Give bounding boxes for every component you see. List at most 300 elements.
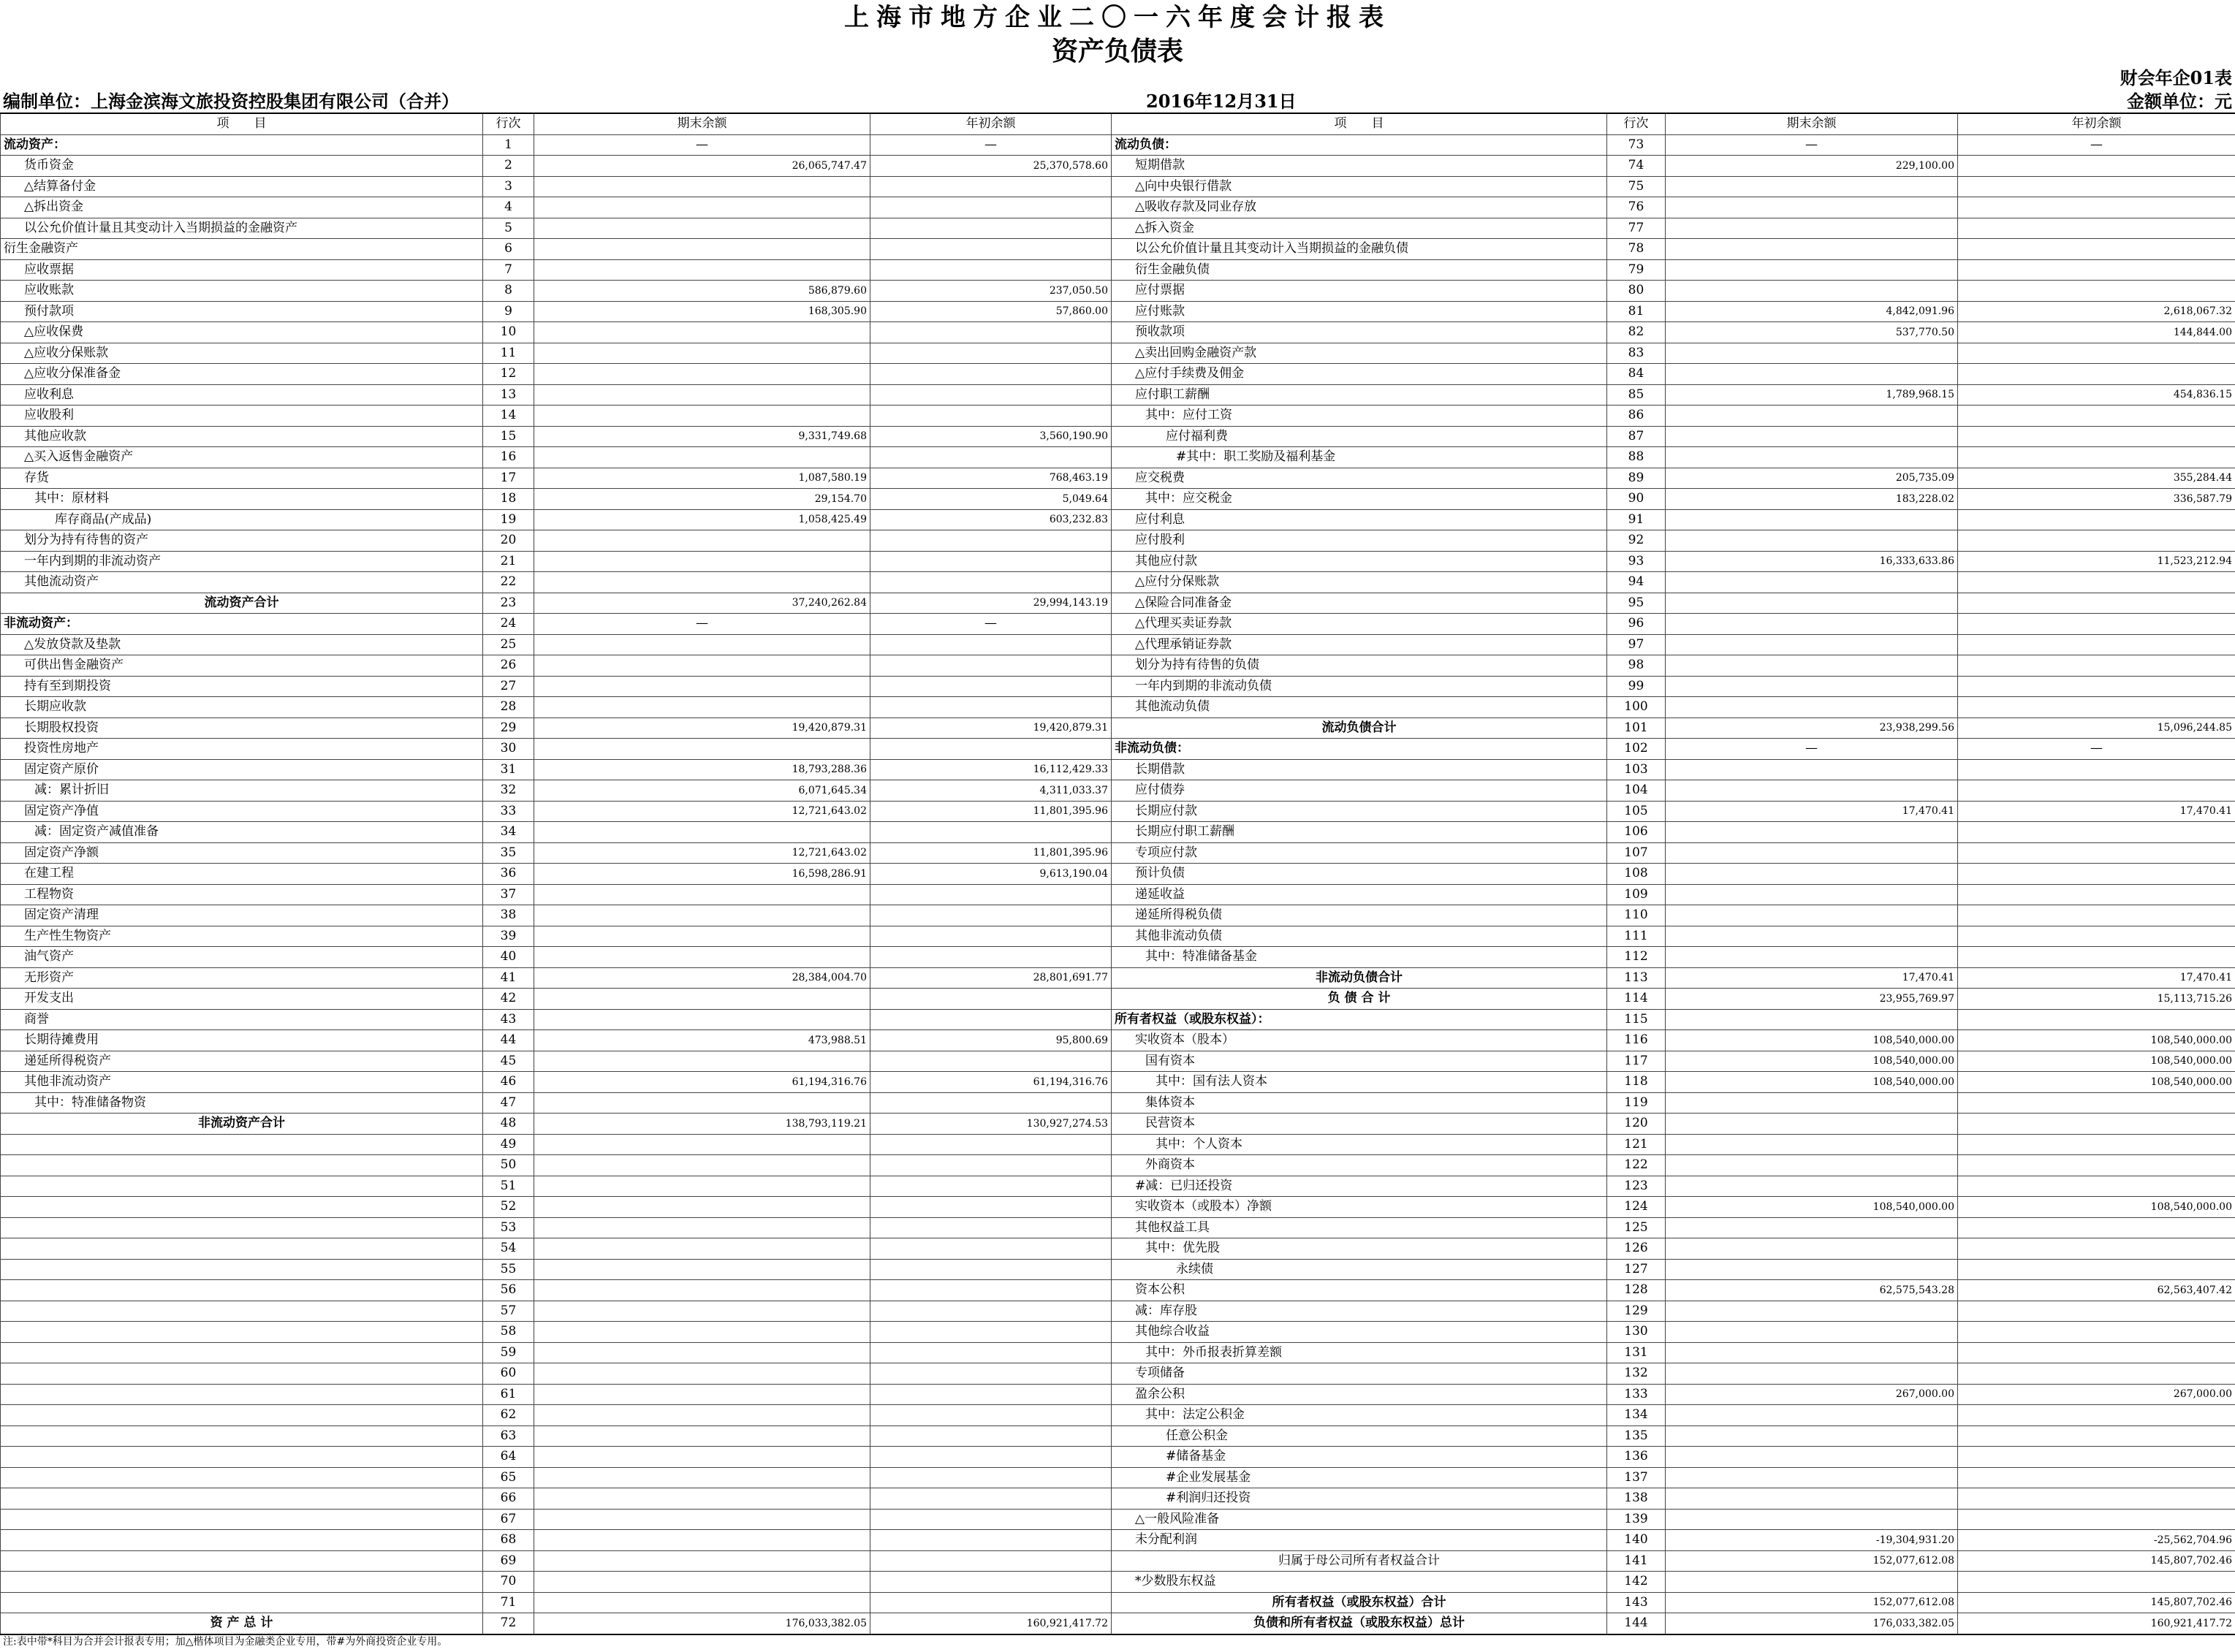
item-right-cell: △应付手续费及佣金 <box>1112 364 1607 385</box>
line-left-cell: 70 <box>483 1572 534 1593</box>
begin-left-cell <box>870 530 1112 552</box>
line-left-cell: 32 <box>483 780 534 802</box>
begin-left-cell: 603,232.83 <box>870 509 1112 530</box>
item-left-cell: 应收账款 <box>1 281 483 302</box>
begin-right-cell <box>1958 1114 2235 1135</box>
begin-right-cell <box>1958 197 2235 218</box>
begin-right-cell <box>1958 1176 2235 1197</box>
begin-right-cell <box>1958 176 2235 197</box>
report-title: 上海市地方企业二〇一六年度会计报表 <box>844 3 1391 32</box>
begin-left-cell <box>870 739 1112 760</box>
line-right-cell: 86 <box>1607 406 1666 427</box>
end-right-cell <box>1666 697 1958 718</box>
end-right-cell <box>1666 655 1958 677</box>
end-left-cell <box>534 1259 870 1280</box>
line-right-cell: 91 <box>1607 509 1666 530</box>
end-left-cell <box>534 259 870 281</box>
item-left-cell: 非流动资产： <box>1 614 483 635</box>
table-row <box>1 593 2235 614</box>
end-right-cell: 17,470.41 <box>1666 967 1958 989</box>
item-left-cell: 生产性生物资产 <box>1 926 483 947</box>
line-right-cell: 125 <box>1607 1217 1666 1238</box>
item-right-cell: 专项应付款 <box>1112 842 1607 864</box>
begin-right-cell: 267,000.00 <box>1958 1384 2235 1405</box>
line-left-cell: 24 <box>483 614 534 635</box>
line-right-cell: 96 <box>1607 614 1666 635</box>
end-left-cell <box>534 947 870 968</box>
line-right-cell: 117 <box>1607 1051 1666 1072</box>
line-right-cell: 80 <box>1607 281 1666 302</box>
item-right-cell: 递延收益 <box>1112 884 1607 905</box>
table-row <box>1 1425 2235 1447</box>
begin-right-cell <box>1958 1217 2235 1238</box>
line-right-cell: 130 <box>1607 1322 1666 1343</box>
begin-left-cell: 16,112,429.33 <box>870 759 1112 780</box>
end-left-cell: — <box>534 614 870 635</box>
begin-right-cell <box>1958 697 2235 718</box>
item-right-cell: 所有者权益（或股东权益）： <box>1112 1009 1607 1030</box>
end-left-cell: 1,058,425.49 <box>534 509 870 530</box>
begin-left-cell: 25,370,578.60 <box>870 156 1112 177</box>
end-right-cell <box>1666 447 1958 468</box>
item-right-cell: 其中：外币报表折算差额 <box>1112 1342 1607 1363</box>
line-right-cell: 87 <box>1607 426 1666 447</box>
table-row <box>1 447 2235 468</box>
begin-left-cell <box>870 947 1112 968</box>
line-left-cell: 39 <box>483 926 534 947</box>
begin-left-cell: 19,420,879.31 <box>870 717 1112 739</box>
begin-right-cell <box>1958 634 2235 655</box>
table-row <box>1 1114 2235 1135</box>
table-row <box>1 1384 2235 1405</box>
end-right-cell <box>1666 197 1958 218</box>
end-left-cell <box>534 384 870 406</box>
item-left-cell: △结算备付金 <box>1 176 483 197</box>
begin-right-cell <box>1958 1405 2235 1426</box>
item-left-cell <box>1 1363 483 1385</box>
line-left-cell: 10 <box>483 322 534 343</box>
item-right-cell: 归属于母公司所有者权益合计 <box>1112 1550 1607 1572</box>
line-left-cell: 46 <box>483 1072 534 1093</box>
begin-left-cell <box>870 1092 1112 1114</box>
end-left-cell <box>534 1488 870 1510</box>
line-right-cell: 75 <box>1607 176 1666 197</box>
item-right-cell: 流动负债： <box>1112 134 1607 156</box>
begin-left-cell: 9,613,190.04 <box>870 864 1112 885</box>
end-right-cell: — <box>1666 134 1958 156</box>
line-left-cell: 27 <box>483 676 534 697</box>
end-right-cell <box>1666 509 1958 530</box>
end-right-cell <box>1666 926 1958 947</box>
item-left-cell: 固定资产净额 <box>1 842 483 864</box>
table-row <box>1 1447 2235 1468</box>
begin-right-cell <box>1958 884 2235 905</box>
end-right-cell: 152,077,612.08 <box>1666 1592 1958 1613</box>
end-right-cell <box>1666 593 1958 614</box>
table-row <box>1 1259 2235 1280</box>
end-left-cell: 29,154.70 <box>534 489 870 510</box>
begin-left-cell: 11,801,395.96 <box>870 801 1112 822</box>
item-right-cell: △一般风险准备 <box>1112 1509 1607 1530</box>
item-right-cell: △应付分保账款 <box>1112 572 1607 593</box>
begin-right-cell <box>1958 1134 2235 1155</box>
item-left-cell: 固定资产原价 <box>1 759 483 780</box>
end-left-cell: — <box>534 134 870 156</box>
item-right-cell: #储备基金 <box>1112 1447 1607 1468</box>
table-row <box>1 406 2235 427</box>
begin-right-cell <box>1958 218 2235 239</box>
begin-left-cell <box>870 176 1112 197</box>
end-left-cell: 28,384,004.70 <box>534 967 870 989</box>
begin-left-cell <box>870 551 1112 572</box>
begin-left-cell <box>870 1509 1112 1530</box>
item-left-cell: 库存商品(产成品) <box>1 509 483 530</box>
end-left-cell <box>534 1425 870 1447</box>
end-left-cell <box>534 1009 870 1030</box>
item-right-cell: 民营资本 <box>1112 1114 1607 1135</box>
item-right-cell: 衍生金融负债 <box>1112 259 1607 281</box>
item-right-cell: 流动负债合计 <box>1112 717 1607 739</box>
end-left-cell <box>534 1238 870 1260</box>
line-right-cell: 82 <box>1607 322 1666 343</box>
item-left-cell <box>1 1384 483 1405</box>
begin-right-cell <box>1958 905 2235 926</box>
table-row <box>1 426 2235 447</box>
item-left-cell: 预付款项 <box>1 301 483 322</box>
end-right-cell <box>1666 176 1958 197</box>
table-row <box>1 1572 2235 1593</box>
line-left-cell: 49 <box>483 1134 534 1155</box>
line-right-cell: 78 <box>1607 239 1666 260</box>
end-right-cell <box>1666 822 1958 843</box>
begin-right-cell <box>1958 1238 2235 1260</box>
table-row <box>1 176 2235 197</box>
begin-right-cell <box>1958 1009 2235 1030</box>
begin-left-cell <box>870 655 1112 677</box>
begin-right-cell: 17,470.41 <box>1958 801 2235 822</box>
item-left-cell: 应收票据 <box>1 259 483 281</box>
end-right-cell: 108,540,000.00 <box>1666 1072 1958 1093</box>
end-left-cell: 26,065,747.47 <box>534 156 870 177</box>
table-row <box>1 364 2235 385</box>
end-left-cell <box>534 1301 870 1322</box>
item-right-cell: 实收资本（或股本）净额 <box>1112 1197 1607 1218</box>
line-left-cell: 3 <box>483 176 534 197</box>
line-right-cell: 94 <box>1607 572 1666 593</box>
line-left-cell: 13 <box>483 384 534 406</box>
item-right-cell: 非流动负债合计 <box>1112 967 1607 989</box>
begin-left-cell: 5,049.64 <box>870 489 1112 510</box>
begin-left-cell: 11,801,395.96 <box>870 842 1112 864</box>
begin-left-cell: 160,921,417.72 <box>870 1613 1112 1634</box>
item-right-cell: 国有资本 <box>1112 1051 1607 1072</box>
begin-left-cell <box>870 1176 1112 1197</box>
line-left-cell: 6 <box>483 239 534 260</box>
begin-right-cell <box>1958 1155 2235 1176</box>
begin-left-cell: 130,927,274.53 <box>870 1114 1112 1135</box>
org-label: 编制单位：上海金滨海文旅投资控股集团有限公司（合并） <box>3 91 459 112</box>
line-left-cell: 18 <box>483 489 534 510</box>
item-left-cell: 开发支出 <box>1 989 483 1010</box>
end-left-cell <box>534 1447 870 1468</box>
balance-sheet-table <box>0 113 2235 1635</box>
begin-right-cell <box>1958 426 2235 447</box>
item-right-cell: #减：已归还投资 <box>1112 1176 1607 1197</box>
line-right-cell: 105 <box>1607 801 1666 822</box>
end-right-cell: 205,735.09 <box>1666 468 1958 489</box>
end-right-cell: 16,333,633.86 <box>1666 551 1958 572</box>
line-right-cell: 88 <box>1607 447 1666 468</box>
begin-right-cell <box>1958 447 2235 468</box>
end-right-cell <box>1666 259 1958 281</box>
line-left-cell: 68 <box>483 1530 534 1551</box>
begin-left-cell <box>870 1217 1112 1238</box>
end-right-cell <box>1666 281 1958 302</box>
table-row <box>1 697 2235 718</box>
item-left-cell: 在建工程 <box>1 864 483 885</box>
end-left-cell <box>534 1280 870 1301</box>
item-left-cell <box>1 1509 483 1530</box>
table-row <box>1 1405 2235 1426</box>
begin-right-cell: 160,921,417.72 <box>1958 1613 2235 1634</box>
item-left-cell: △买入返售金融资产 <box>1 447 483 468</box>
end-right-cell <box>1666 239 1958 260</box>
item-left-cell <box>1 1197 483 1218</box>
end-right-cell <box>1666 759 1958 780</box>
line-left-cell: 57 <box>483 1301 534 1322</box>
end-right-cell <box>1666 1405 1958 1426</box>
table-row <box>1 1176 2235 1197</box>
table-row <box>1 197 2235 218</box>
item-left-cell: 其中：特准储备物资 <box>1 1092 483 1114</box>
begin-left-cell: 4,311,033.37 <box>870 780 1112 802</box>
line-left-cell: 65 <box>483 1467 534 1488</box>
item-right-cell: 非流动负债： <box>1112 739 1607 760</box>
line-left-cell: 28 <box>483 697 534 718</box>
end-left-cell: 16,598,286.91 <box>534 864 870 885</box>
line-right-cell: 135 <box>1607 1425 1666 1447</box>
line-left-cell: 45 <box>483 1051 534 1072</box>
end-left-cell <box>534 447 870 468</box>
table-row <box>1 947 2235 968</box>
table-header-row <box>1 113 2235 134</box>
table-row <box>1 1238 2235 1260</box>
line-right-cell: 79 <box>1607 259 1666 281</box>
begin-left-cell <box>870 1301 1112 1322</box>
begin-left-cell <box>870 1197 1112 1218</box>
item-right-cell: 其中：应付工资 <box>1112 406 1607 427</box>
table-row <box>1 301 2235 322</box>
item-left-cell <box>1 1238 483 1260</box>
item-right-cell: 未分配利润 <box>1112 1530 1607 1551</box>
item-left-cell: 固定资产净值 <box>1 801 483 822</box>
item-right-cell: 集体资本 <box>1112 1092 1607 1114</box>
end-left-cell <box>534 176 870 197</box>
begin-left-cell <box>870 447 1112 468</box>
begin-left-cell <box>870 884 1112 905</box>
line-left-cell: 30 <box>483 739 534 760</box>
begin-left-cell <box>870 364 1112 385</box>
table-row <box>1 218 2235 239</box>
end-right-cell <box>1666 1447 1958 1468</box>
item-right-cell: 应付利息 <box>1112 509 1607 530</box>
item-right-cell: 永续债 <box>1112 1259 1607 1280</box>
end-right-cell <box>1666 426 1958 447</box>
begin-left-cell <box>870 384 1112 406</box>
item-right-cell: △保险合同准备金 <box>1112 593 1607 614</box>
line-left-cell: 11 <box>483 343 534 364</box>
header-end-left: 期末余额 <box>534 113 870 134</box>
item-right-cell: 其中：法定公积金 <box>1112 1405 1607 1426</box>
line-right-cell: 115 <box>1607 1009 1666 1030</box>
item-left-cell <box>1 1301 483 1322</box>
table-row <box>1 780 2235 802</box>
begin-right-cell <box>1958 1488 2235 1510</box>
line-left-cell: 44 <box>483 1030 534 1051</box>
end-left-cell <box>534 739 870 760</box>
item-left-cell <box>1 1280 483 1301</box>
item-left-cell: 递延所得税资产 <box>1 1051 483 1072</box>
line-right-cell: 111 <box>1607 926 1666 947</box>
begin-right-cell: 17,470.41 <box>1958 967 2235 989</box>
table-row <box>1 822 2235 843</box>
line-left-cell: 50 <box>483 1155 534 1176</box>
end-right-cell <box>1666 1322 1958 1343</box>
end-left-cell <box>534 676 870 697</box>
item-right-cell: △卖出回购金融资产款 <box>1112 343 1607 364</box>
end-left-cell <box>534 1322 870 1343</box>
line-right-cell: 110 <box>1607 905 1666 926</box>
end-right-cell: 229,100.00 <box>1666 156 1958 177</box>
line-right-cell: 137 <box>1607 1467 1666 1488</box>
item-right-cell: 应付账款 <box>1112 301 1607 322</box>
end-left-cell <box>534 1592 870 1613</box>
line-right-cell: 121 <box>1607 1134 1666 1155</box>
end-right-cell: 23,938,299.56 <box>1666 717 1958 739</box>
table-row <box>1 1509 2235 1530</box>
end-right-cell: 1,789,968.15 <box>1666 384 1958 406</box>
begin-right-cell <box>1958 156 2235 177</box>
begin-right-cell: 108,540,000.00 <box>1958 1197 2235 1218</box>
end-right-cell <box>1666 884 1958 905</box>
begin-right-cell <box>1958 239 2235 260</box>
end-right-cell <box>1666 1092 1958 1114</box>
end-left-cell: 18,793,288.36 <box>534 759 870 780</box>
item-left-cell: 投资性房地产 <box>1 739 483 760</box>
line-right-cell: 123 <box>1607 1176 1666 1197</box>
table-row <box>1 322 2235 343</box>
end-right-cell: 108,540,000.00 <box>1666 1030 1958 1051</box>
line-left-cell: 16 <box>483 447 534 468</box>
table-row <box>1 905 2235 926</box>
line-right-cell: 134 <box>1607 1405 1666 1426</box>
begin-left-cell <box>870 572 1112 593</box>
begin-left-cell <box>870 322 1112 343</box>
item-left-cell: △应收分保账款 <box>1 343 483 364</box>
end-right-cell <box>1666 218 1958 239</box>
table-row <box>1 239 2235 260</box>
table-row <box>1 1530 2235 1551</box>
begin-right-cell <box>1958 822 2235 843</box>
end-right-cell: 267,000.00 <box>1666 1384 1958 1405</box>
line-right-cell: 84 <box>1607 364 1666 385</box>
table-row <box>1 572 2235 593</box>
line-left-cell: 2 <box>483 156 534 177</box>
line-right-cell: 102 <box>1607 739 1666 760</box>
item-right-cell: 划分为持有待售的负债 <box>1112 655 1607 677</box>
end-left-cell <box>534 1572 870 1593</box>
line-left-cell: 38 <box>483 905 534 926</box>
table-row <box>1 717 2235 739</box>
begin-right-cell <box>1958 1425 2235 1447</box>
begin-right-cell: 2,618,067.32 <box>1958 301 2235 322</box>
table-row <box>1 1009 2235 1030</box>
item-right-cell: 应付股利 <box>1112 530 1607 552</box>
end-left-cell <box>534 697 870 718</box>
table-row <box>1 1467 2235 1488</box>
line-left-cell: 71 <box>483 1592 534 1613</box>
end-right-cell: 4,842,091.96 <box>1666 301 1958 322</box>
header-line-left: 行次 <box>483 113 534 134</box>
line-right-cell: 127 <box>1607 1259 1666 1280</box>
line-right-cell: 99 <box>1607 676 1666 697</box>
item-right-cell: 其他权益工具 <box>1112 1217 1607 1238</box>
begin-left-cell <box>870 1405 1112 1426</box>
end-left-cell: 168,305.90 <box>534 301 870 322</box>
line-left-cell: 26 <box>483 655 534 677</box>
item-right-cell: *少数股东权益 <box>1112 1572 1607 1593</box>
line-left-cell: 42 <box>483 989 534 1010</box>
item-left-cell: 其他非流动资产 <box>1 1072 483 1093</box>
item-left-cell: 流动资产： <box>1 134 483 156</box>
begin-left-cell <box>870 1259 1112 1280</box>
begin-right-cell: 62,563,407.42 <box>1958 1280 2235 1301</box>
line-right-cell: 85 <box>1607 384 1666 406</box>
begin-right-cell: 144,844.00 <box>1958 322 2235 343</box>
item-right-cell: 长期应付职工薪酬 <box>1112 822 1607 843</box>
end-left-cell <box>534 1467 870 1488</box>
end-left-cell <box>534 406 870 427</box>
table-row <box>1 134 2235 156</box>
line-left-cell: 35 <box>483 842 534 864</box>
end-right-cell <box>1666 343 1958 364</box>
end-left-cell <box>534 1550 870 1572</box>
header-line-right: 行次 <box>1607 113 1666 134</box>
begin-left-cell <box>870 1592 1112 1613</box>
line-right-cell: 100 <box>1607 697 1666 718</box>
item-right-cell: 其他非流动负债 <box>1112 926 1607 947</box>
item-right-cell: 一年内到期的非流动负债 <box>1112 676 1607 697</box>
table-row <box>1 864 2235 885</box>
begin-right-cell: 145,807,702.46 <box>1958 1550 2235 1572</box>
item-left-cell <box>1 1217 483 1238</box>
table-row <box>1 676 2235 697</box>
table-row <box>1 1134 2235 1155</box>
begin-right-cell: 108,540,000.00 <box>1958 1072 2235 1093</box>
begin-left-cell <box>870 218 1112 239</box>
item-right-cell: 盈余公积 <box>1112 1384 1607 1405</box>
item-right-cell: 负债和所有者权益（或股东权益）总计 <box>1112 1613 1607 1634</box>
item-left-cell <box>1 1405 483 1426</box>
item-right-cell: 外商资本 <box>1112 1155 1607 1176</box>
item-right-cell: 所有者权益（或股东权益）合计 <box>1112 1592 1607 1613</box>
table-row <box>1 259 2235 281</box>
end-right-cell <box>1666 406 1958 427</box>
line-right-cell: 98 <box>1607 655 1666 677</box>
end-right-cell <box>1666 1425 1958 1447</box>
line-right-cell: 108 <box>1607 864 1666 885</box>
end-right-cell <box>1666 1363 1958 1385</box>
